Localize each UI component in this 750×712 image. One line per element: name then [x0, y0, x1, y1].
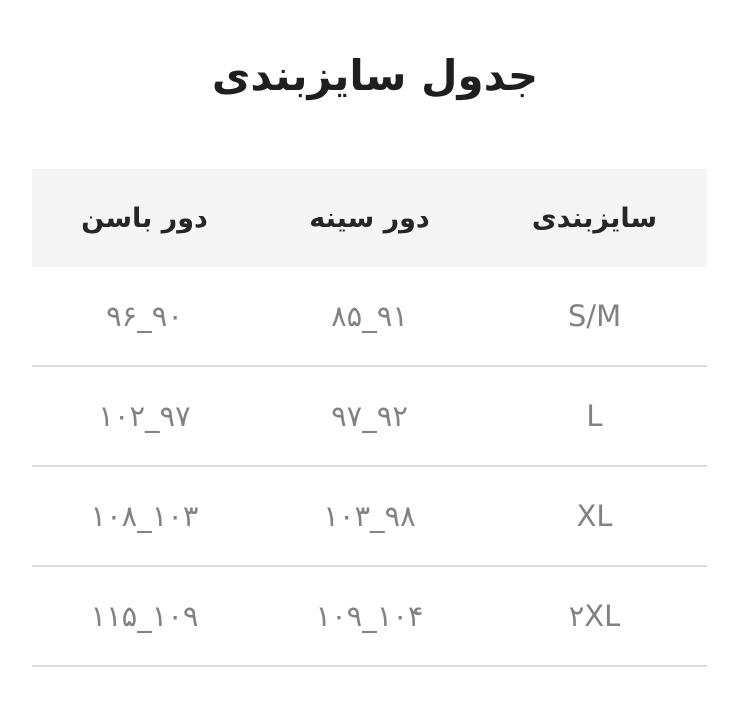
hip-cell	[32, 299, 257, 333]
hip-range-value: ۱۱۵_۱۰۹	[90, 599, 199, 633]
column-header-hip: دور باسن	[81, 202, 208, 234]
chest-cell	[257, 399, 482, 433]
hip-cell	[32, 499, 257, 533]
size-value: S/M	[567, 299, 622, 333]
hip-cell	[32, 399, 257, 433]
size-table	[32, 169, 707, 667]
table-row-l	[32, 367, 707, 467]
table-row-sm	[32, 267, 707, 367]
chest-cell	[257, 599, 482, 633]
chest-range-value: ۹۷_۹۲	[331, 399, 408, 433]
table-header-row	[32, 169, 707, 267]
size-cell	[482, 499, 707, 533]
chest-cell	[257, 499, 482, 533]
chest-cell	[257, 299, 482, 333]
chest-range-value: ۸۵_۹۱	[331, 299, 408, 333]
table-row-2xl	[32, 567, 707, 667]
size-cell	[482, 399, 707, 433]
size-cell	[482, 599, 707, 633]
chest-range-value: ۱۰۳_۹۸	[323, 499, 416, 533]
chest-range-value: ۱۰۹_۱۰۴	[315, 599, 424, 633]
size-cell	[482, 299, 707, 333]
size-value: ۲XL	[568, 599, 621, 633]
hip-range-value: ۹۶_۹۰	[106, 299, 183, 333]
size-value: XL	[576, 499, 613, 533]
column-header-chest: دور سینه	[309, 202, 430, 234]
hip-range-value: ۱۰۲_۹۷	[98, 399, 191, 433]
table-row-xl	[32, 467, 707, 567]
page-title: جدول سایزبندی	[211, 51, 539, 100]
table-body	[32, 267, 707, 667]
hip-range-value: ۱۰۸_۱۰۳	[90, 499, 199, 533]
column-header-size: سایزبندی	[531, 202, 658, 234]
size-value: L	[586, 399, 603, 433]
hip-cell	[32, 599, 257, 633]
